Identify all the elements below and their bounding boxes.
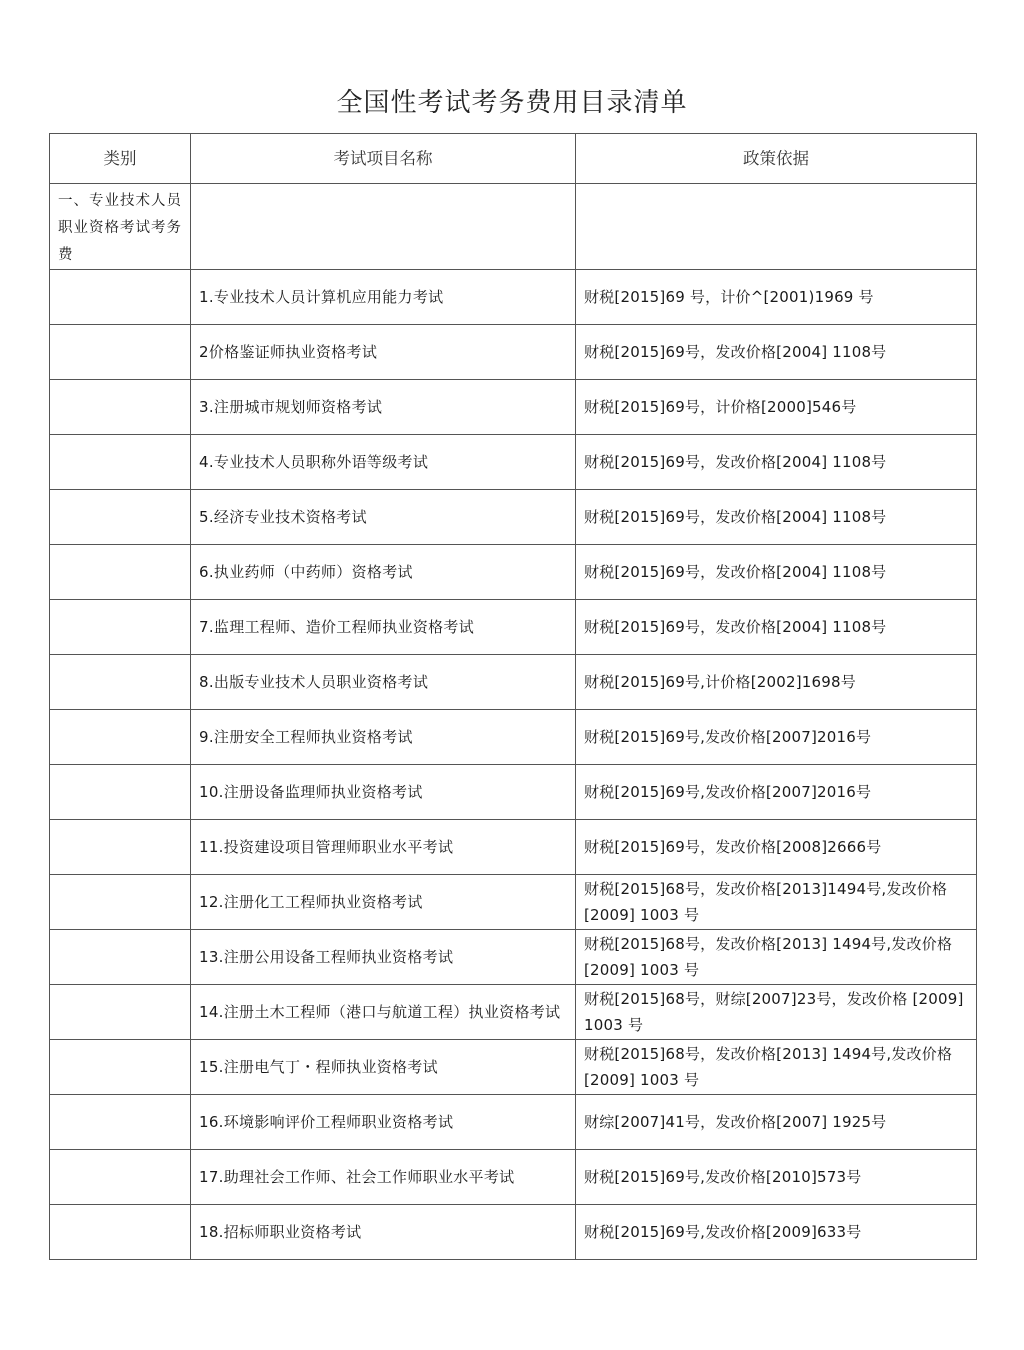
policy-basis-cell: 财税[2015]68号，财综[2007]23号，发改价格 [2009] 1003 号 — [576, 985, 977, 1040]
table-row — [50, 710, 977, 765]
policy-basis-cell: 财税[2015]69 号，计价^[2001)1969 号 — [576, 270, 977, 325]
exam-name-cell: 16.环境影响评价工程师职业资格考试 — [191, 1095, 576, 1150]
category-cell-empty — [50, 875, 191, 930]
exam-name-cell: 8.出版专业技术人员职业资格考试 — [191, 655, 576, 710]
table-row — [50, 380, 977, 435]
exam-name-cell: 5.经济专业技术资格考试 — [191, 490, 576, 545]
table-row — [50, 1150, 977, 1205]
exam-name-cell: 2价格鉴证师执业资格考试 — [191, 325, 576, 380]
policy-basis-cell: 财税[2015]68号，发改价格[2013]1494号,发改价格[2009] 1003 号 — [576, 875, 977, 930]
policy-basis-cell: 财税[2015]69号,发改价格[2009]633号 — [576, 1205, 977, 1260]
exam-name-cell: 17.助理社会工作师、社会工作师职业水平考试 — [191, 1150, 576, 1205]
category-cell: 一、专业技术人员职业资格考试考务费 — [50, 184, 191, 270]
policy-basis-cell: 财税[2015]69号,发改价格[2010]573号 — [576, 1150, 977, 1205]
category-cell-empty — [50, 1205, 191, 1260]
policy-basis-cell: 财综[2007]41号，发改价格[2007] 1925号 — [576, 1095, 977, 1150]
policy-basis-cell: 财税[2015]69号，发改价格[2004] 1108号 — [576, 545, 977, 600]
table-body — [50, 184, 977, 1260]
category-cell-empty — [50, 930, 191, 985]
fee-catalog-table — [49, 133, 977, 1260]
category-cell-empty — [50, 655, 191, 710]
exam-name-cell: 9.注册安全工程师执业资格考试 — [191, 710, 576, 765]
category-cell-empty — [50, 1040, 191, 1095]
exam-name-cell: 18.招标师职业资格考试 — [191, 1205, 576, 1260]
category-name-cell — [191, 184, 576, 270]
header-policy-basis: 政策依据 — [576, 134, 977, 184]
category-cell-empty — [50, 820, 191, 875]
policy-basis-cell: 财税[2015]69号，发改价格[2008]2666号 — [576, 820, 977, 875]
table-row — [50, 875, 977, 930]
category-cell-empty — [50, 710, 191, 765]
table-row — [50, 1095, 977, 1150]
exam-name-cell: 3.注册城市规划师资格考试 — [191, 380, 576, 435]
page-title: 全国性考试考务费用目录清单 — [336, 88, 688, 118]
category-cell-empty — [50, 1150, 191, 1205]
exam-name-cell: 13.注册公用设备工程师执业资格考试 — [191, 930, 576, 985]
table-header-row — [50, 134, 977, 184]
category-cell-empty — [50, 765, 191, 820]
category-cell-empty — [50, 435, 191, 490]
table-row — [50, 655, 977, 710]
policy-basis-cell: 财税[2015]69号，发改价格[2004] 1108号 — [576, 435, 977, 490]
table-row — [50, 270, 977, 325]
category-cell-empty — [50, 545, 191, 600]
exam-name-cell: 4.专业技术人员职称外语等级考试 — [191, 435, 576, 490]
table-row — [50, 325, 977, 380]
table-row — [50, 765, 977, 820]
category-cell-empty — [50, 1095, 191, 1150]
policy-basis-cell: 财税[2015]69号，发改价格[2004] 1108号 — [576, 600, 977, 655]
table-row — [50, 545, 977, 600]
policy-basis-cell: 财税[2015]69号,发改价格[2007]2016号 — [576, 765, 977, 820]
table-row — [50, 600, 977, 655]
category-cell-empty — [50, 490, 191, 545]
table-row — [50, 930, 977, 985]
exam-name-cell: 15.注册电气丁・程师执业资格考试 — [191, 1040, 576, 1095]
exam-name-cell: 10.注册设备监理师执业资格考试 — [191, 765, 576, 820]
exam-name-cell: 12.注册化工工程师执业资格考试 — [191, 875, 576, 930]
exam-name-cell: 1.专业技术人员计算机应用能力考试 — [191, 270, 576, 325]
exam-name-cell: 7.监理工程师、造价工程师执业资格考试 — [191, 600, 576, 655]
exam-name-cell: 11.投资建设项目管理师职业水平考试 — [191, 820, 576, 875]
category-row — [50, 184, 977, 270]
policy-basis-cell: 财税[2015]69号,发改价格[2007]2016号 — [576, 710, 977, 765]
exam-name-cell: 14.注册土木工程师（港口与航道工程）执业资格考试 — [191, 985, 576, 1040]
table-row — [50, 820, 977, 875]
policy-basis-cell: 财税[2015]69号，发改价格[2004] 1108号 — [576, 490, 977, 545]
category-cell-empty — [50, 325, 191, 380]
header-exam-name: 考试项目名称 — [191, 134, 576, 184]
category-cell-empty — [50, 380, 191, 435]
category-cell-empty — [50, 985, 191, 1040]
policy-basis-cell: 财税[2015]68号，发改价格[2013] 1494号,发改价格[2009] 1003 号 — [576, 930, 977, 985]
header-category: 类别 — [50, 134, 191, 184]
table-row — [50, 490, 977, 545]
policy-basis-cell: 财税[2015]69号,计价格[2002]1698号 — [576, 655, 977, 710]
policy-basis-cell: 财税[2015]69号，计价格[2000]546号 — [576, 380, 977, 435]
table-row — [50, 985, 977, 1040]
table-row — [50, 435, 977, 490]
exam-name-cell: 6.执业药师（中药师）资格考试 — [191, 545, 576, 600]
policy-basis-cell: 财税[2015]68号，发改价格[2013] 1494号,发改价格[2009] 1003 号 — [576, 1040, 977, 1095]
category-cell-empty — [50, 600, 191, 655]
table-row — [50, 1040, 977, 1095]
category-basis-cell — [576, 184, 977, 270]
category-cell-empty — [50, 270, 191, 325]
table-row — [50, 1205, 977, 1260]
policy-basis-cell: 财税[2015]69号，发改价格[2004] 1108号 — [576, 325, 977, 380]
